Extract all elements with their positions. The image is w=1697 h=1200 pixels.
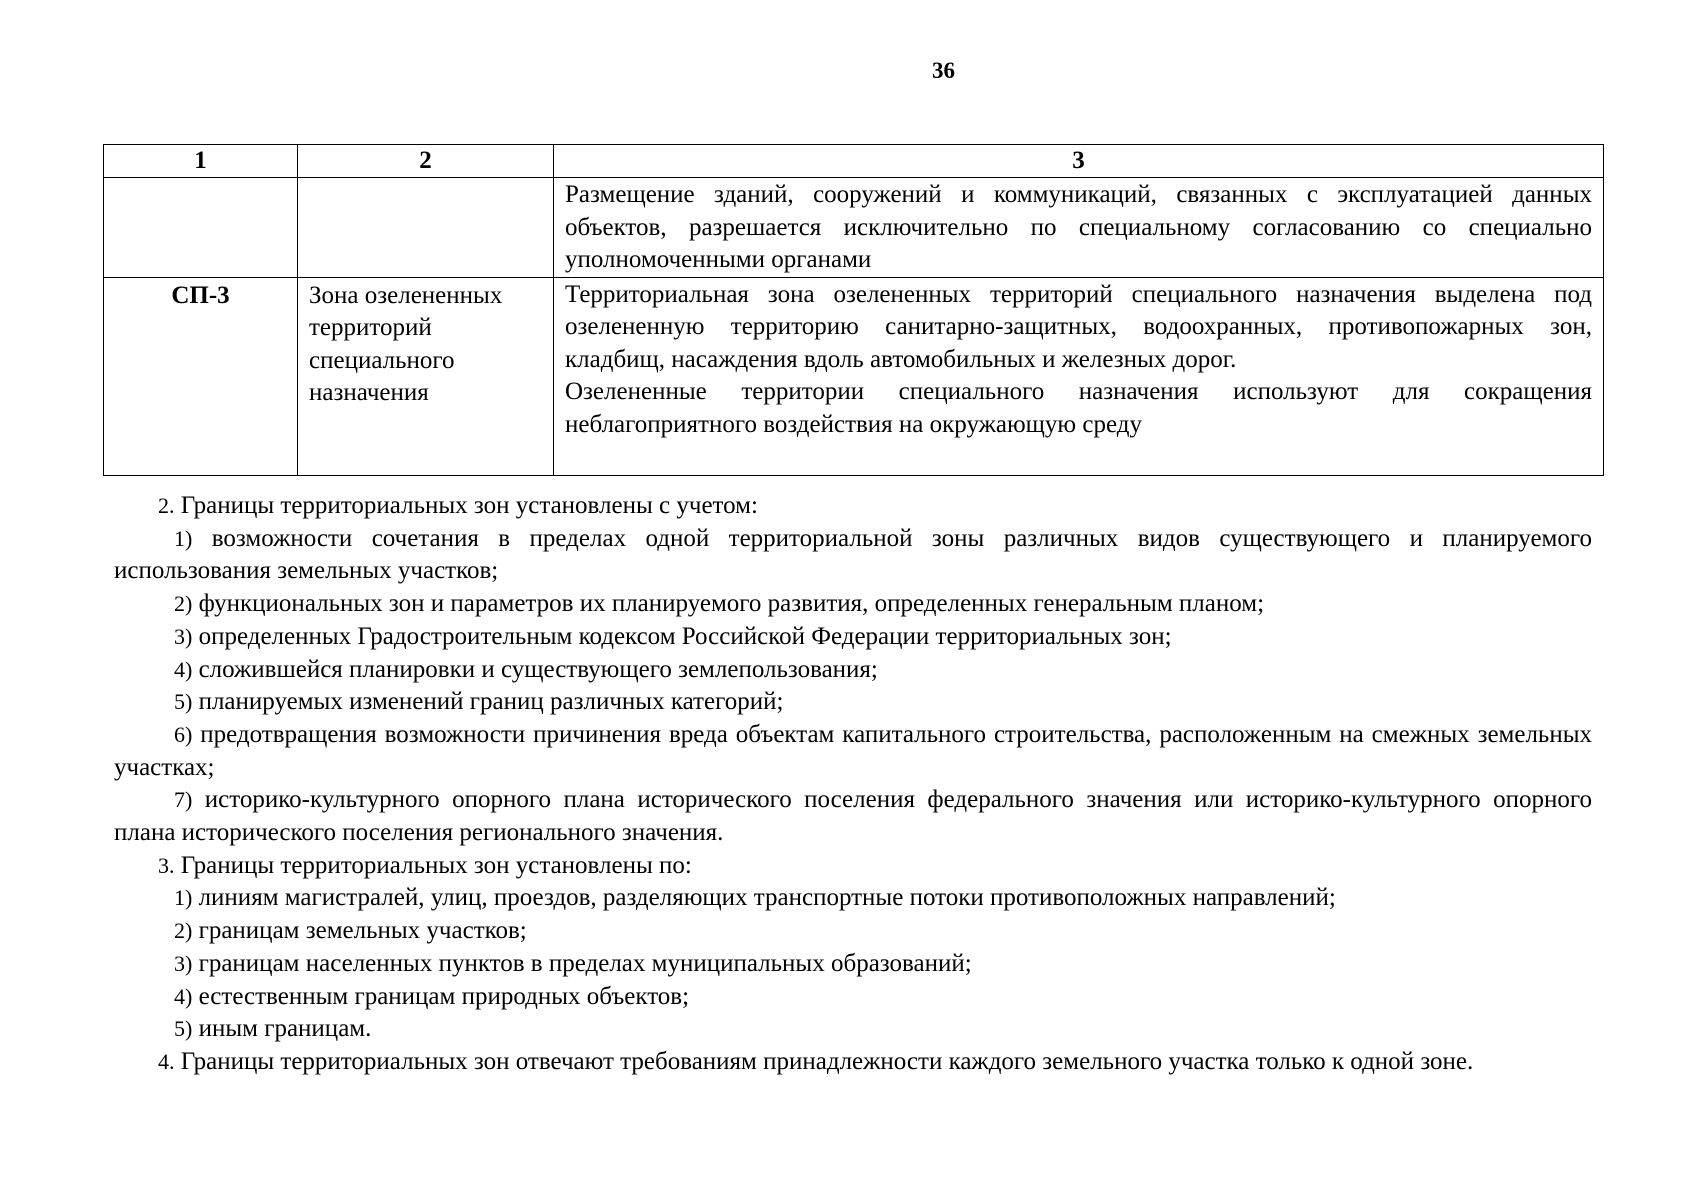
list-item (114, 654, 1592, 687)
list-item (114, 882, 1592, 915)
list-item (114, 915, 1592, 948)
item-text: историко-культурного опорного плана исторического поселения федерального значения или историко-культурного опорного плана исторического поселения регионального значения. (114, 786, 1593, 847)
list-item (114, 719, 1592, 784)
item-number: 4) (174, 983, 193, 1009)
list-item (114, 621, 1592, 654)
item-number: 6) (174, 721, 193, 747)
section-paragraph (114, 1046, 1592, 1079)
item-text: границам земельных участков; (198, 917, 527, 945)
item-text: функциональных зон и параметров их планируемого развития, определенных генеральным планом; (198, 590, 1265, 618)
list-item (114, 784, 1592, 849)
item-text: линиям магистралей, улиц, проездов, разделяющих транспортные потоки противоположных направлений; (198, 884, 1336, 912)
zone-description-paragraph: Размещение зданий, сооружений и коммуникаций, связанных с эксплуатацией данных объектов, разрешается исключительно по специальному согласованию со специально уполномоченными органами (565, 181, 1592, 273)
item-text: Границы территориальных зон установлены по: (180, 851, 692, 879)
zone-description-paragraph: Территориальная зона озелененных территорий специального назначения выделена под озелененную территорию санитарно-защитных, водоохранных, противопожарных зон, кладбищ, насаждения вдоль автомобильных и железных дорог. (565, 280, 1592, 373)
item-text: возможности сочетания в пределах одной территориальной зоны различных видов существующего и планируемого использования земельных участков; (114, 524, 1592, 585)
zone-code-cell (104, 178, 298, 278)
list-item (114, 523, 1592, 588)
section-paragraph (114, 490, 1592, 523)
zones-table (103, 144, 1604, 476)
item-number: 2) (174, 591, 193, 617)
list-item (114, 588, 1592, 621)
zone-name-cell: Зона озелененных территорий специального назначения (298, 277, 554, 475)
item-text: границам населенных пунктов в пределах муниципальных образований; (198, 949, 972, 977)
item-text: планируемых изменений границ различных категорий; (198, 688, 784, 716)
item-number: 4. (158, 1048, 175, 1074)
table-header-cell: 3 (554, 145, 1604, 178)
item-text: Границы территориальных зон установлены с учетом: (180, 492, 758, 519)
item-number: 1) (174, 525, 193, 551)
zone-name-cell (298, 178, 554, 278)
item-text: сложившейся планировки и существующего землепользования; (198, 655, 878, 683)
list-item (114, 686, 1592, 719)
item-number: 2. (158, 493, 175, 518)
table-row (104, 277, 1604, 475)
page-number: 36 (932, 58, 955, 83)
item-number: 2) (174, 918, 193, 944)
zone-description-cell (554, 277, 1604, 475)
zone-description-cell (554, 178, 1604, 278)
item-number: 3. (158, 852, 175, 878)
body-text (114, 490, 1592, 1079)
item-number: 3) (174, 950, 193, 976)
section-paragraph (114, 850, 1592, 883)
item-text: Границы территориальных зон отвечают требованиям принадлежности каждого земельного участка только к одной зоне. (180, 1047, 1474, 1075)
item-number: 3) (174, 623, 193, 649)
item-number: 7) (174, 787, 193, 813)
table-header-cell: 2 (298, 145, 554, 178)
item-number: 5) (174, 1016, 193, 1042)
item-number: 1) (174, 885, 193, 911)
item-text: иным границам. (198, 1015, 372, 1043)
table-row (104, 178, 1604, 278)
list-item (114, 948, 1592, 981)
list-item (114, 1013, 1592, 1046)
list-item (114, 981, 1592, 1014)
zone-description-paragraph: Озелененные территории специального назначения используют для сокращения неблагоприятного воздействия на окружающую среду (565, 378, 1592, 438)
item-text: определенных Градостроительным кодексом Российской Федерации территориальных зон; (198, 622, 1172, 650)
item-text: предотвращения возможности причинения вреда объектам капитального строительства, расположенным на смежных земельных участках; (114, 720, 1593, 781)
item-number: 5) (174, 689, 193, 715)
table-header-cell: 1 (104, 145, 298, 178)
table-header-row (104, 145, 1604, 178)
item-number: 4) (174, 656, 193, 682)
zone-code-cell: СП-3 (104, 277, 298, 475)
item-text: естественным границам природных объектов; (198, 982, 690, 1010)
